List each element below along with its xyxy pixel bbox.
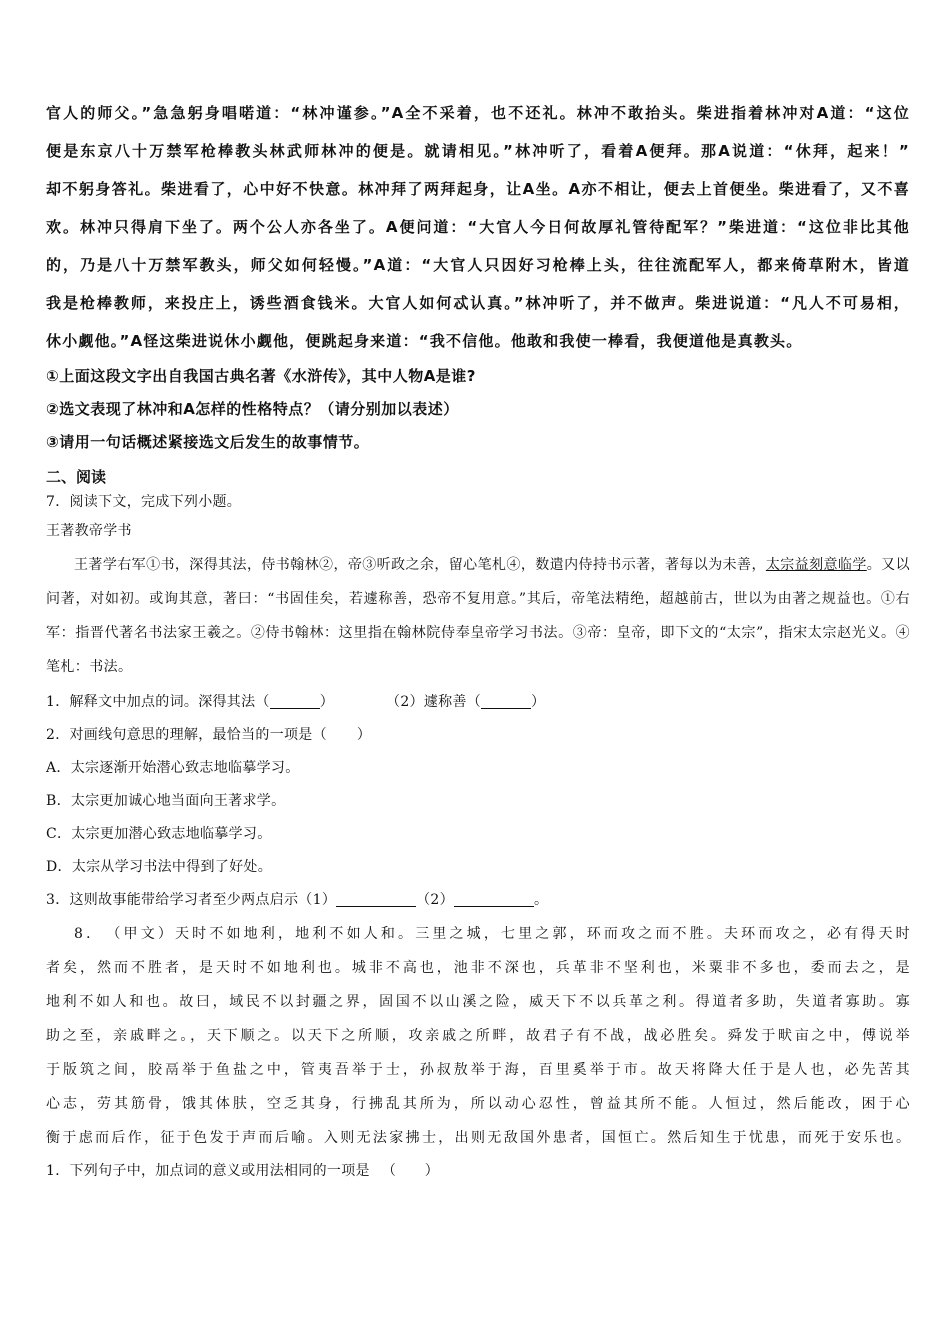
body-part-2: 。又以问著，对如初。或询其意，著曰：“书固佳矣，若遽称善，恐帝不复用意。”其后，帝笔法精绝，超越前古，世以为由著之规益也。①右军：指晋代著名书法家王羲之。②侍书翰林：这里指在翰林院侍奉皇帝学习书法。③帝：皇帝，即下文的“太宗”，指宋太宗赵光义。④笔札：书法。 xyxy=(46,557,910,675)
sub3-text-b: （2） xyxy=(416,892,454,908)
q8-sub1-paren: （ ） xyxy=(381,1163,440,1179)
passage-1-line: 便是东京八十万禁军枪棒教头林武师林冲的便是。就请相见。”林冲听了，看着A便拜。那A说道：“休拜，起来！” xyxy=(46,142,910,160)
sub3-text-c: 。 xyxy=(533,892,549,908)
answer-blank[interactable] xyxy=(454,890,534,907)
sub1-text-b: ） xyxy=(319,694,335,710)
passage-1-line: 官人的师父。”急急躬身唱喏道：“林冲谨参。”A全不采着，也不还礼。林冲不敢抬头。柴进指着林冲对A道：“这位 xyxy=(46,104,910,122)
passage-1 xyxy=(46,94,910,360)
question-3: ③请用一句话概述紧接选文后发生的故事情节。 xyxy=(46,433,370,451)
q8-line: 者矣，然而不胜者，是天时不如地利也。城非不高也，池非不深也，兵革非不坚利也，米粟非不多也，委而去之，是 xyxy=(46,960,910,976)
question-1: ①上面这段文字出自我国古典名著《水浒传》，其中人物A是谁? xyxy=(46,367,477,385)
sub1-text-d: ） xyxy=(531,694,546,710)
q7-sub3 xyxy=(46,884,910,917)
q8-line: 助之至，亲戚畔之。，天下顺之。以天下之所顺，攻亲戚之所畔，故君子有不战，战必胜矣。舜发于畎亩之中，傅说举 xyxy=(46,1028,910,1044)
passage-2-body xyxy=(46,548,910,684)
sub2-text: 2．对画线句意思的理解，最恰当的一项是（ xyxy=(46,727,327,743)
option-a: A．太宗逐渐开始潜心致志地临摹学习。 xyxy=(46,760,300,776)
sub2-end: ） xyxy=(356,727,372,743)
passage-1-line: 休小觑他。”A怪这柴进说休小觑他，便跳起身来道：“我不信他。他敢和我使一棒看，我便道他是真教头。 xyxy=(46,332,803,350)
q7-intro: 7．阅读下文，完成下列小题。 xyxy=(46,494,242,510)
body-part-1: 王著学右军①书，深得其法，侍书翰林②，帝③听政之余，留心笔札④，数遣内侍持书示著，著每以为未善， xyxy=(74,557,766,573)
q8-sub1 xyxy=(46,1155,910,1188)
sub3-text-a: 3．这则故事能带给学习者至少两点启示（1） xyxy=(46,892,337,908)
passage-title: 王著教帝学书 xyxy=(46,523,132,539)
question-2: ②选文表现了林冲和A怎样的性格特点？（请分别加以表述） xyxy=(46,400,459,418)
q8-line: 于版筑之间，胶鬲举于鱼盐之中，管夷吾举于士，孙叔敖举于海，百里奚举于市。故天将降大任于是人也，必先苦其 xyxy=(46,1062,910,1078)
sub1-text-c: （2）遽称善（ xyxy=(386,694,482,710)
q8-line: 心志，劳其筋骨，饿其体肤，空乏其身，行拂乱其所为，所以动心忍性，曾益其所不能。人恒过，然后能改，困于心 xyxy=(46,1096,910,1112)
q7-sub1 xyxy=(46,686,910,719)
passage-1-line: 的，乃是八十万禁军教头，师父如何轻慢。”A道：“大官人只因好习枪棒上头，往往流配军人，都来倚草附木，皆道 xyxy=(46,256,910,274)
q8-line: 衡于虑而后作，征于色发于声而后喻。入则无法家拂士，出则无敌国外患者，国恒亡。然后知生于忧患，而死于安乐也。 xyxy=(46,1130,910,1146)
section-heading: 二、阅读 xyxy=(46,468,107,486)
answer-blank[interactable] xyxy=(481,692,531,709)
answer-blank[interactable] xyxy=(270,692,320,709)
q8-line: 地利不如人和也。故曰，域民不以封疆之界，固国不以山溪之险，威天下不以兵革之利。得道者多助，失道者寡助。寡 xyxy=(46,994,910,1010)
underlined-sentence: 太宗益刻意临学 xyxy=(765,557,867,573)
q8-line: 8． （甲文）天时不如地利，地利不如人和。三里之城，七里之郭，环而攻之而不胜。夫环而攻之，必有得天时 xyxy=(74,926,910,942)
document-page xyxy=(46,94,910,1188)
q8-passage xyxy=(46,917,910,1155)
option-d: D．太宗从学习书法中得到了好处。 xyxy=(46,859,273,875)
passage-1-line: 欢。林冲只得肩下坐了。两个公人亦各坐了。A便问道：“大官人今日何故厚礼管待配军？”柴进道：“这位非比其他 xyxy=(46,218,910,236)
q8-sub1-text: 1．下列句子中，加点词的意义或用法相同的一项是 xyxy=(46,1163,370,1179)
answer-blank[interactable] xyxy=(336,890,416,907)
passage-1-line: 却不躬身答礼。柴进看了，心中好不快意。林冲拜了两拜起身，让A坐。A亦不相让，便去上首便坐。柴进看了，又不喜 xyxy=(46,180,910,198)
option-c: C．太宗更加潜心致志地临摹学习。 xyxy=(46,826,272,842)
q7-sub2 xyxy=(46,719,910,752)
passage-1-line: 我是枪棒教师，来投庄上，诱些酒食钱米。大官人如何忒认真。”林冲听了，并不做声。柴进说道：“凡人不可易相， xyxy=(46,294,910,312)
option-b: B．太宗更加诚心地当面向王著求学。 xyxy=(46,793,286,809)
sub1-text-a: 1．解释文中加点的词。深得其法（ xyxy=(46,694,270,710)
